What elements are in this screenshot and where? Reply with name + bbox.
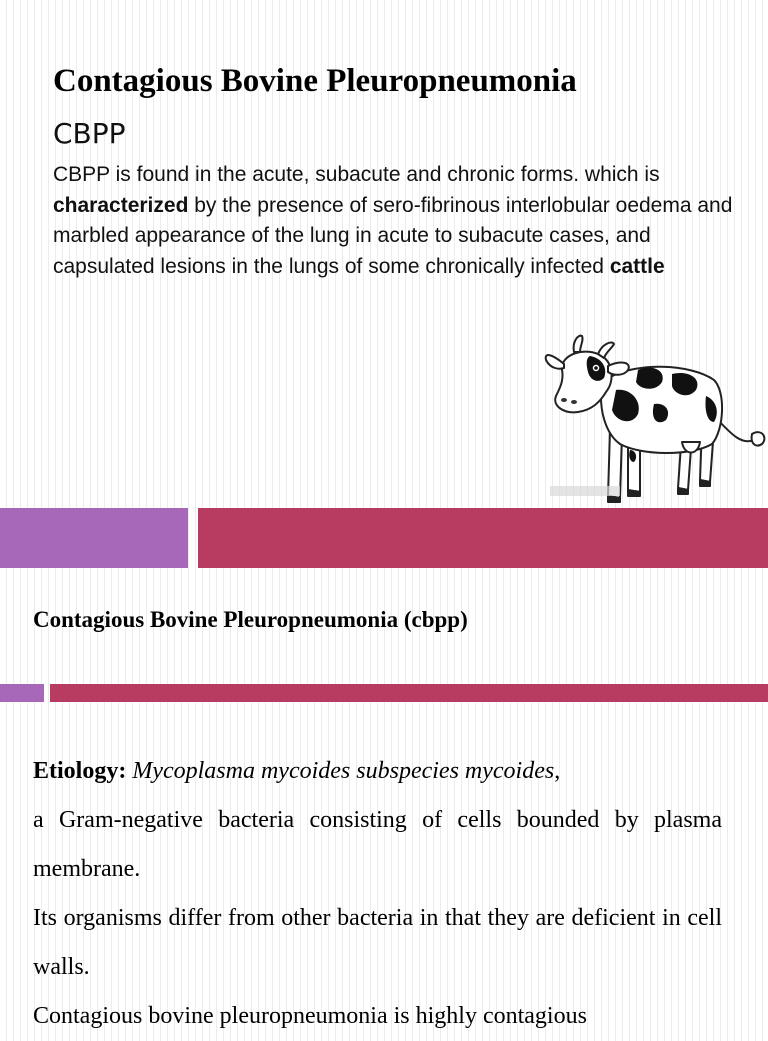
body-text bbox=[33, 747, 722, 1041]
etiology-species: Mycoplasma mycoides subspecies mycoides bbox=[132, 758, 555, 784]
decorative-bar-crimson-thin bbox=[50, 684, 768, 702]
decorative-bar-purple-small bbox=[0, 684, 44, 702]
decorative-bar-crimson bbox=[198, 508, 768, 568]
intro-bold-characterized: characterized bbox=[53, 193, 189, 217]
paragraph-contagious: Contagious bovine pleuropneumonia is highly contagious bbox=[33, 1003, 587, 1029]
subtitle: CBPP bbox=[53, 117, 126, 150]
cow-illustration bbox=[542, 330, 768, 504]
etiology-comma: , bbox=[554, 758, 561, 784]
paragraph-cell-walls: Its organisms differ from other bacteria in that they are deficient in cell walls. bbox=[33, 905, 722, 980]
etiology-line bbox=[33, 747, 722, 796]
section-title: Contagious Bovine Pleuropneumonia (cbpp) bbox=[33, 607, 468, 632]
intro-text-2: by the presence of sero-fibrinous interlobular oedema and marbled appearance of the lung in acute to subacute cases, and capsulated lesions in the lungs of some chronically infected bbox=[53, 193, 733, 278]
etiology-label: Etiology: bbox=[33, 758, 127, 784]
intro-paragraph bbox=[53, 160, 733, 282]
decorative-bar-purple bbox=[0, 508, 188, 568]
paragraph-gram-negative: a Gram-negative bacteria consisting of cells bounded by plasma membrane. bbox=[33, 807, 722, 882]
intro-bold-cattle: cattle bbox=[609, 254, 665, 278]
page-title: Contagious Bovine Pleuropneumonia bbox=[53, 63, 577, 99]
intro-text-1: CBPP is found in the acute, subacute and chronic forms. which is bbox=[53, 163, 660, 186]
